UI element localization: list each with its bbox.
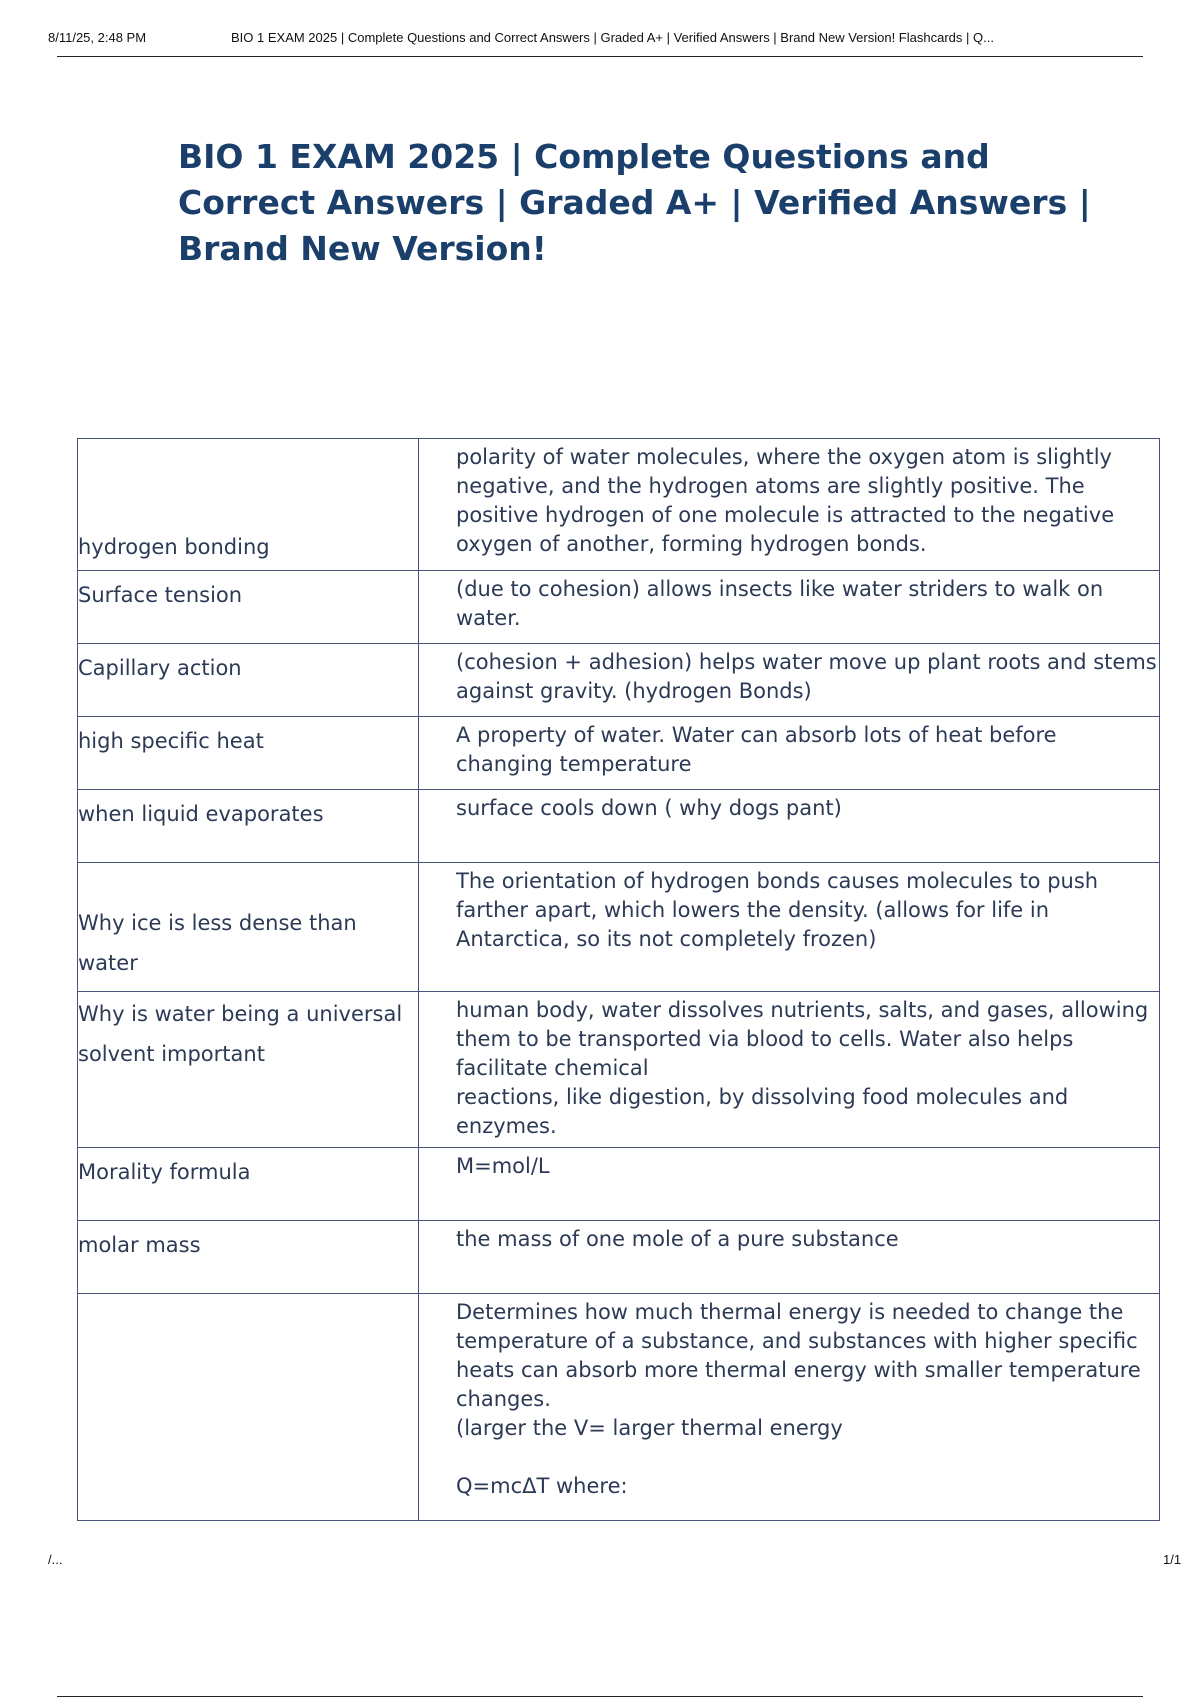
card-term: when liquid evaporates [78,790,419,863]
card-term: molar mass [78,1221,419,1294]
card-term: Surface tension [78,571,419,644]
card-definition [419,1221,1160,1294]
card-term: hydrogen bonding [78,439,419,571]
card-definition-text: M=mol/L [456,1154,550,1178]
page-number: 1/1 [1163,1552,1182,1567]
card-term [78,1294,419,1521]
card-definition [419,571,1160,644]
table-row [78,644,1160,717]
document-title: BIO 1 EXAM 2025 | Complete Questions and Correct Answers | Graded A+ | Verified Answers | Brand New Version! [178,137,1091,268]
card-definition-text: human body, water dissolves nutrients, salts, and gases, allowing them to be transported via blood to cells. Water also helps facilitate chemical reactions, like digestion, by dissolving food molecules and enzymes. [456,998,1149,1138]
card-term: Morality formula [78,1148,419,1221]
card-definition [419,790,1160,863]
table-row [78,717,1160,790]
card-definition [419,1294,1160,1521]
table-row [78,863,1160,992]
card-definition [419,863,1160,992]
card-definition-text: Determines how much thermal energy is needed to change the temperature of a substance, and substances with higher specific heats can absorb more thermal energy with smaller temperature changes. (larger the V= larger thermal energy Q=mcΔT where: [456,1300,1141,1498]
table-row [78,571,1160,644]
card-term: Why ice is less dense than water [78,863,419,992]
card-definition-text: A property of water. Water can absorb lots of heat before changing temperature [456,723,1057,776]
card-definition-text: The orientation of hydrogen bonds causes molecules to push farther apart, which lowers the density. (allows for life in Antarctica, so its not completely frozen) [456,869,1099,951]
card-definition [419,1148,1160,1221]
card-definition-text: (cohesion + adhesion) helps water move up plant roots and stems against gravity. (hydrogen Bonds) [456,650,1157,703]
table-row [78,992,1160,1148]
card-term: Capillary action [78,644,419,717]
print-page-title: BIO 1 EXAM 2025 | Complete Questions and Correct Answers | Graded A+ | Verified Answers | Brand New Version! Flashcards | Q... [231,30,994,45]
table-row [78,1221,1160,1294]
card-term: Why is water being a universal solvent important [78,992,419,1148]
card-definition [419,644,1160,717]
table-row [78,1294,1160,1521]
card-definition-text: polarity of water molecules, where the oxygen atom is slightly negative, and the hydrogen atoms are slightly positive. The positive hydrogen of one molecule is attracted to the negative oxygen of another, forming hydrogen bonds. [456,445,1115,556]
card-definition-text: surface cools down ( why dogs pant) [456,796,842,820]
table-row [78,1148,1160,1221]
flashcards-table [77,438,1160,1521]
print-footer-url: /... [48,1552,63,1567]
card-definition-text: (due to cohesion) allows insects like water striders to walk on water. [456,577,1104,630]
card-definition [419,717,1160,790]
table-row [78,790,1160,863]
card-definition [419,992,1160,1148]
header-divider [57,56,1143,57]
print-date: 8/11/25, 2:48 PM [48,30,147,45]
card-definition-text: the mass of one mole of a pure substance [456,1227,899,1251]
card-term: high specific heat [78,717,419,790]
card-definition [419,439,1160,571]
page-divider [57,1696,1143,1697]
table-row [78,439,1160,571]
